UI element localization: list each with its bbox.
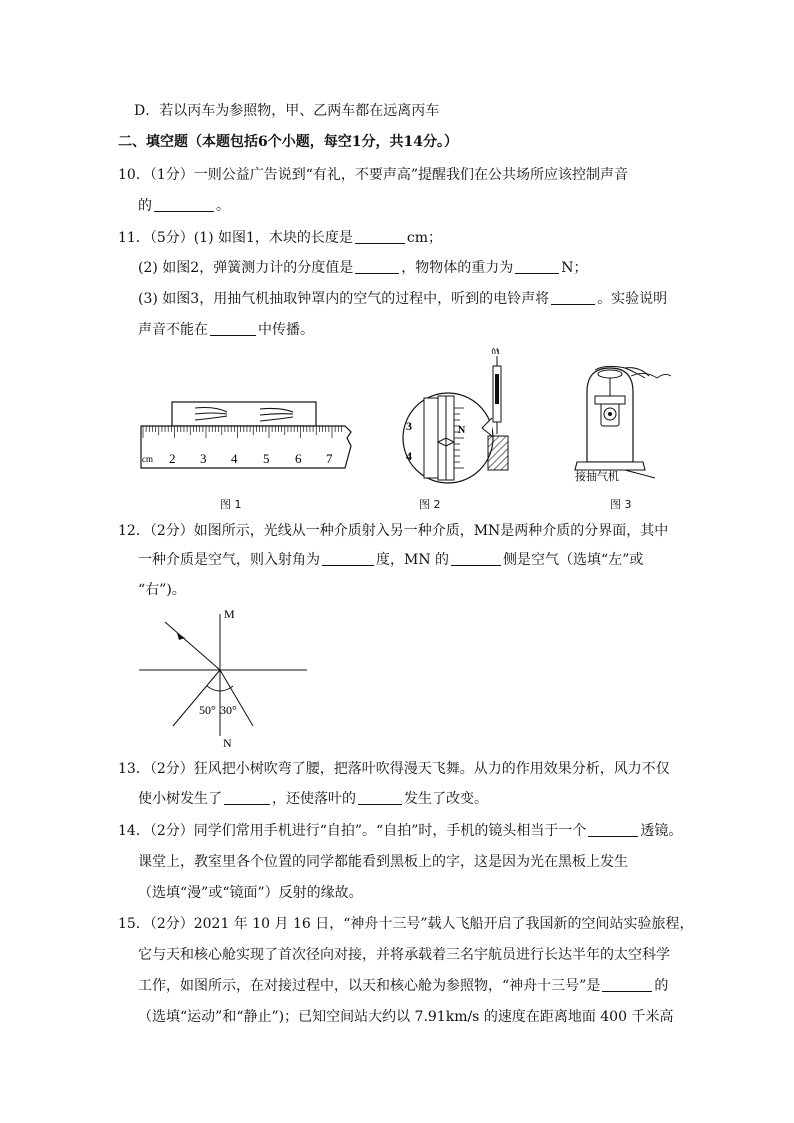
q12-line2: 一种介质是空气，则入射角为 度，MN 的 侧是空气（选填“左”或 xyxy=(138,552,644,568)
q15-line2: 它与天和核心舱实现了首次径向对接，并将承载着三名宇航员进行长达半年的太空科学 xyxy=(138,947,670,963)
ruler-number: 3 xyxy=(200,451,207,466)
figure-2-caption: 图 2 xyxy=(419,498,441,511)
figure-2-spring-scale xyxy=(398,346,528,500)
ruler-unit-label: cm xyxy=(142,454,153,464)
figure-3-caption: 图 3 xyxy=(610,498,632,511)
spring-number: 3 xyxy=(406,419,412,433)
q10-blank[interactable] xyxy=(154,197,214,212)
q13-line2: 使小树发生了 ，还使落叶的 发生了改变。 xyxy=(138,791,488,807)
q15-line3: 工作，如图所示，在对接过程中，以天和核心舱为参照物，“神舟十三号”是 的 xyxy=(138,978,669,994)
q11-line1: 11．（5分）(1) 如图1，木块的长度是 cm； xyxy=(118,230,443,246)
figure-1-ruler xyxy=(135,396,355,480)
q11-blank-3[interactable] xyxy=(515,259,559,274)
ruler-number: 4 xyxy=(231,451,238,466)
q10-line1: 10．（1分）一则公益广告说到“有礼，不要声高”提醒我们在公共场所应该控制声音 xyxy=(118,167,629,183)
figure-1-caption: 图 1 xyxy=(220,498,242,511)
q13-blank-2[interactable] xyxy=(358,790,402,805)
refraction-diagram xyxy=(135,604,315,758)
q10-line2: 的 。 xyxy=(138,198,230,214)
angle-label-left: 50° xyxy=(199,703,216,717)
ruler-number: 5 xyxy=(263,451,270,466)
q12-blank-1[interactable] xyxy=(322,551,374,566)
label-N: N xyxy=(223,736,232,750)
q12-line1: 12．（2分）如图所示，光线从一种介质射入另一种介质，MN是两种介质的分界面，其中 xyxy=(118,523,669,539)
ruler-number: 6 xyxy=(295,451,302,466)
q13-blank-1[interactable] xyxy=(224,790,270,805)
ruler-number: 2 xyxy=(169,451,176,466)
q14-line3: （选填“漫”或“镜面”）反射的缘故。 xyxy=(138,885,363,901)
spring-number: 4 xyxy=(406,449,412,463)
q11-blank-5[interactable] xyxy=(210,321,256,336)
option-d: D．若以丙车为参照物，甲、乙两车都在远离丙车 xyxy=(134,103,440,119)
bell-jar-label: 接抽气机 xyxy=(575,471,619,483)
q11-blank-1[interactable] xyxy=(355,229,405,244)
q11-line4: 声音不能在 中传播。 xyxy=(138,322,314,338)
label-M: M xyxy=(224,607,235,621)
q15-line4: （选填“运动”和“静止”)；已知空间站大约以 7.91km/s 的速度在距离地面 400 千米高 xyxy=(138,1009,674,1025)
ruler-number: 7 xyxy=(326,451,333,466)
spring-unit: N xyxy=(458,425,466,436)
q15-line1: 15．（2分）2021 年 10 月 16 日，“神舟十三号”载人飞船开启了我国新的空间站实验旅程， xyxy=(118,916,694,932)
angle-label-right: 30° xyxy=(220,703,237,717)
q12-blank-2[interactable] xyxy=(451,551,501,566)
q13-line1: 13．（2分）狂风把小树吹弯了腰，把落叶吹得漫天飞舞。从力的作用效果分析，风力不仅 xyxy=(118,761,670,777)
q15-blank-1[interactable] xyxy=(602,977,652,992)
section-heading: 二、填空题（本题包括6个小题，每空1分，共14分。） xyxy=(118,134,458,150)
q12-line3: “右”)。 xyxy=(138,582,186,598)
q14-line1: 14．（2分）同学们常用手机进行“自拍”。“自拍”时，手机的镜头相当于一个 透镜。 xyxy=(118,823,683,839)
q11-line2: (2) 如图2，弹簧测力计的分度值是 ，物物体的重力为 N； xyxy=(138,260,588,276)
q11-blank-4[interactable] xyxy=(551,290,595,305)
q14-blank-1[interactable] xyxy=(588,822,638,837)
figure-3-bell-jar xyxy=(565,362,675,491)
q14-line2: 课堂上，教室里各个位置的同学都能看到黑板上的字，这是因为光在黑板上发生 xyxy=(138,854,628,870)
q11-blank-2[interactable] xyxy=(355,259,399,274)
q11-line3: (3) 如图3，用抽气机抽取钟罩内的空气的过程中，听到的电铃声将 。实验说明 xyxy=(138,291,668,307)
